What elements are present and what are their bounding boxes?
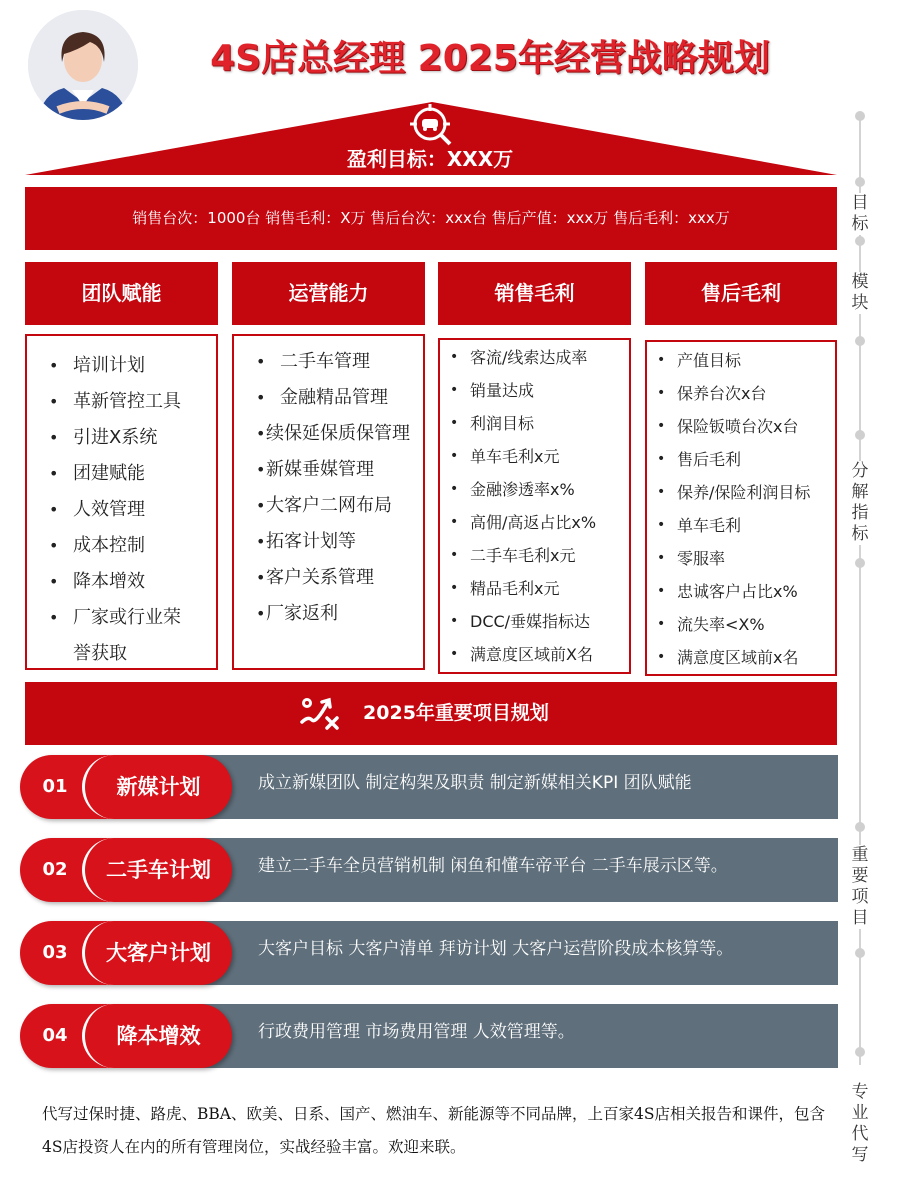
list-item: • 革新管控工具 bbox=[27, 384, 216, 420]
project-num: 01 bbox=[42, 776, 68, 797]
list-item: • 高佣/高返占比x% bbox=[440, 506, 629, 539]
list-item: • 金融渗透率x% bbox=[440, 473, 629, 506]
projects-header bbox=[25, 682, 837, 745]
list-item: • 零服率 bbox=[647, 542, 835, 575]
list-item: • 金融精品管理 bbox=[234, 380, 423, 416]
kpi-bar: 销售台次：1000台 销售毛利：X万 售后台次：xxx台 售后产值：xxx万 售后毛利：xxx万 bbox=[25, 187, 837, 250]
list-item: • 客户关系管理 bbox=[234, 560, 423, 596]
list-item: • 培训计划 bbox=[27, 348, 216, 384]
side-label-projects: 重要项目 bbox=[848, 845, 872, 929]
list-item-continuation: 誉获取 bbox=[73, 643, 127, 664]
project-num: 03 bbox=[42, 942, 68, 963]
list-item: • 保养台次x台 bbox=[647, 377, 835, 410]
list-item: • 团建赋能 bbox=[27, 456, 216, 492]
timeline-dot bbox=[855, 948, 865, 958]
module-box-operations bbox=[232, 334, 425, 670]
list-item: • 产值目标 bbox=[647, 344, 835, 377]
side-label-module: 模块 bbox=[848, 272, 872, 314]
list-item bbox=[27, 636, 216, 672]
module-box-sales bbox=[438, 338, 631, 674]
list-item: • 厂家或行业荣 bbox=[27, 600, 216, 636]
list-item: • 保养/保险利润目标 bbox=[647, 476, 835, 509]
module-box-aftersales bbox=[645, 340, 837, 676]
timeline-dot bbox=[855, 111, 865, 121]
car-target-icon bbox=[410, 104, 454, 148]
project-row bbox=[20, 755, 840, 823]
timeline-dot bbox=[855, 336, 865, 346]
list-item: • 流失率<X% bbox=[647, 608, 835, 641]
list-item: • 大客户二网布局 bbox=[234, 488, 423, 524]
timeline-dot bbox=[855, 177, 865, 187]
project-name: 降本增效 bbox=[82, 1004, 232, 1068]
list-item: • 厂家返利 bbox=[234, 596, 423, 632]
list-item: • 满意度区域前X名 bbox=[440, 638, 629, 671]
list-item: • 二手车毛利x元 bbox=[440, 539, 629, 572]
project-name: 二手车计划 bbox=[82, 838, 232, 902]
project-num: 04 bbox=[42, 1025, 68, 1046]
project-row bbox=[20, 921, 840, 989]
projects-header-label: 2025年重要项目规划 bbox=[363, 702, 549, 724]
project-pill bbox=[20, 755, 232, 819]
side-label-writing: 专业代写 bbox=[848, 1082, 872, 1166]
project-num: 02 bbox=[42, 859, 68, 880]
list-item: • 引进X系统 bbox=[27, 420, 216, 456]
list-item: • 销量达成 bbox=[440, 374, 629, 407]
list-item: • 利润目标 bbox=[440, 407, 629, 440]
module-header-sales: 销售毛利 bbox=[438, 262, 631, 325]
timeline-dot bbox=[855, 430, 865, 440]
side-label-goal: 目标 bbox=[848, 193, 872, 235]
module-header-aftersales: 售后毛利 bbox=[645, 262, 837, 325]
footer-note: 代写过保时捷、路虎、BBA、欧美、日系、国产、燃油车、新能源等不同品牌，上百家4S店相关报告和课件，包含4S店投资人在内的所有管理岗位，实战经验丰富。欢迎来联。 bbox=[42, 1105, 825, 1156]
timeline-dot bbox=[855, 558, 865, 568]
list-item: • 续保延保质保管理 bbox=[234, 416, 423, 452]
project-pill bbox=[20, 1004, 232, 1068]
timeline-dot bbox=[855, 1047, 865, 1057]
page-title: 4S店总经理 2025年经营战略规划 bbox=[210, 38, 770, 79]
project-desc: 成立新媒团队 制定构架及职责 制定新媒相关KPI 团队赋能 bbox=[200, 755, 838, 819]
list-item: • DCC/垂媒指标达 bbox=[440, 605, 629, 638]
project-desc: 行政费用管理 市场费用管理 人效管理等。 bbox=[200, 1004, 838, 1068]
percent-arrow-icon bbox=[298, 694, 342, 734]
timeline-dot bbox=[855, 236, 865, 246]
side-label-breakdown: 分解指标 bbox=[848, 461, 872, 545]
list-item: • 人效管理 bbox=[27, 492, 216, 528]
project-name: 新媒计划 bbox=[82, 755, 232, 819]
list-item: • 精品毛利x元 bbox=[440, 572, 629, 605]
list-item: • 成本控制 bbox=[27, 528, 216, 564]
project-pill bbox=[20, 921, 232, 985]
timeline-dot bbox=[855, 822, 865, 832]
list-item: • 忠诚客户占比x% bbox=[647, 575, 835, 608]
list-item: • 客流/线索达成率 bbox=[440, 341, 629, 374]
list-item: • 保险钣喷台次x台 bbox=[647, 410, 835, 443]
list-item: • 售后毛利 bbox=[647, 443, 835, 476]
list-item: • 新媒垂媒管理 bbox=[234, 452, 423, 488]
list-item: • 单车毛利x元 bbox=[440, 440, 629, 473]
module-header-team: 团队赋能 bbox=[25, 262, 218, 325]
project-pill bbox=[20, 838, 232, 902]
project-desc: 大客户目标 大客户清单 拜访计划 大客户运营阶段成本核算等。 bbox=[200, 921, 838, 985]
project-row bbox=[20, 1004, 840, 1072]
module-box-team bbox=[25, 334, 218, 670]
project-row bbox=[20, 838, 840, 906]
list-item: • 二手车管理 bbox=[234, 344, 423, 380]
project-name: 大客户计划 bbox=[82, 921, 232, 985]
project-desc: 建立二手车全员营销机制 闲鱼和懂车帝平台 二手车展示区等。 bbox=[200, 838, 838, 902]
list-item: • 单车毛利 bbox=[647, 509, 835, 542]
list-item: • 拓客计划等 bbox=[234, 524, 423, 560]
profit-target: 盈利目标：XXX万 bbox=[346, 147, 514, 171]
module-header-operations: 运营能力 bbox=[232, 262, 425, 325]
list-item: • 降本增效 bbox=[27, 564, 216, 600]
list-item: • 满意度区域前x名 bbox=[647, 641, 835, 674]
